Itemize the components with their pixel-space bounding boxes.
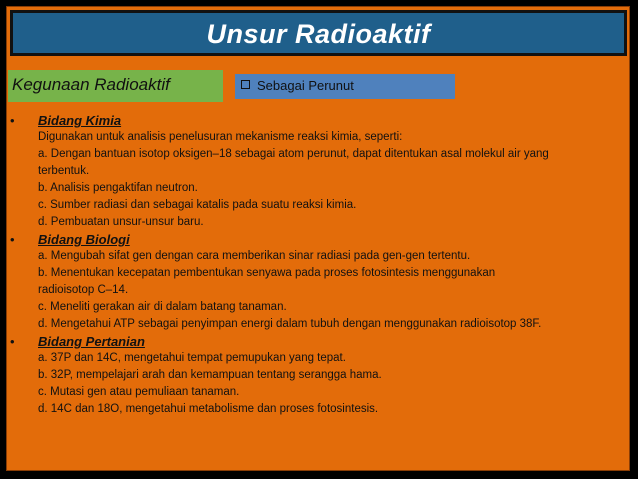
list-item: b. Analisis pengaktifan neutron.	[38, 182, 198, 194]
subtopic-label: Sebagai Perunut	[257, 78, 354, 93]
checkbox-bullet-icon	[241, 80, 250, 89]
bullet-icon: •	[10, 232, 15, 247]
list-item: a. 37P dan 14C, mengetahui tempat pemupukan yang tepat.	[38, 352, 346, 364]
bullet-icon: •	[10, 334, 15, 349]
list-item: Digunakan untuk analisis penelusuran mekanisme reaksi kimia, seperti:	[38, 131, 403, 143]
section-label-box	[8, 70, 223, 102]
list-item: d. 14C dan 18O, mengetahui metabolisme dan proses fotosintesis.	[38, 403, 379, 415]
list-item: c. Meneliti gerakan air di dalam batang tanaman.	[38, 301, 287, 313]
list-item: b. 32P, mempelajari arah dan kemampuan tentang serangga hama.	[38, 369, 382, 381]
list-item: b. Menentukan kecepatan pembentukan senyawa pada proses fotosintesis menggunakan	[38, 267, 496, 279]
section-heading: Bidang Kimia	[38, 113, 122, 128]
list-item: terbentuk.	[38, 165, 90, 177]
title-bar	[10, 10, 627, 56]
content-body	[6, 112, 626, 418]
section-heading: Bidang Pertanian	[38, 334, 145, 349]
list-item: a. Dengan bantuan isotop oksigen–18 sebagai atom perunut, dapat ditentukan asal molekul air yang	[38, 148, 549, 160]
section-label: Kegunaan Radioaktif	[12, 75, 170, 94]
list-item: d. Pembuatan unsur-unsur baru.	[38, 216, 204, 228]
list-item: radioisotop C–14.	[38, 284, 129, 296]
bullet-icon: •	[10, 113, 15, 128]
subtopic-box	[235, 74, 455, 99]
section-heading: Bidang Biologi	[38, 232, 130, 247]
section-biologi	[6, 231, 626, 333]
list-item: d. Mengetahui ATP sebagai penyimpan energi dalam tubuh dengan menggunakan radioisotop 38F.	[38, 318, 542, 330]
section-pertanian	[6, 333, 626, 418]
list-item: c. Mutasi gen atau pemuliaan tanaman.	[38, 386, 240, 398]
list-item: c. Sumber radiasi dan sebagai katalis pada suatu reaksi kimia.	[38, 199, 357, 211]
list-item: a. Mengubah sifat gen dengan cara memberikan sinar radiasi pada gen-gen tertentu.	[38, 250, 471, 262]
slide-title: Unsur Radioaktif	[206, 19, 431, 49]
section-kimia	[6, 112, 626, 231]
